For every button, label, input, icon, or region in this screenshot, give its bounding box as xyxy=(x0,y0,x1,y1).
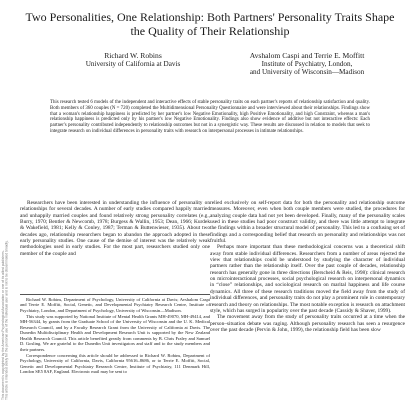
copyright-notice-line-2: This article is intended solely for the personal use of the individual user and is not to be disseminated broadly. xyxy=(4,240,9,400)
body-paragraph: Researchers have been interested in understanding the influence of personality on relationships for several decades. A number of early studies compared happily married and unhappily married couples and found relatively strong personality correlates (e.g., Burry, 1970; Bentler & Newcomb, 1978; Burgess & Wallin, 1953; Dean, 1966; Kurdek & Wakefield, 1981; Kelly & Conley, 1987; Terman & Buttenwieser, 1935). About two decades ago, relationship researchers began to abandon the approach adopted in these early personality studies. One cause of the demise of interest was the relatively weak methodologies used in early studies. For the most part, researchers studied only one member of the couple and xyxy=(20,200,210,257)
author-note-correspondence: Correspondence concerning this article should be addressed to Richard W. Robins, Department of Psychology, University of California, Davis, California 95616–8686, or to Terrie E. Moffitt, Social, Genetic and Developmental Psychiatry Research Centre, Institute of Psychiatry, 111 Denmark Hill, London SE5 8AF, England. Electronic mail may be sent to xyxy=(20,352,210,375)
copyright-notice xyxy=(1,40,9,400)
article-title: Two Personalities, One Relationship: Both Partners' Personality Traits Shape the Quality of Their Relationship xyxy=(25,10,395,38)
author-note xyxy=(20,297,210,375)
author-affiliation: University of California at Davis xyxy=(85,60,181,68)
footnote-rule xyxy=(20,294,210,295)
body-paragraph: The movement away from the study of personality traits occurred at a time when the person–situation debate was raging. Although personality research has seen a resurgence over the past decade (Pervin & John, 1999), the relationship field has been slow xyxy=(210,314,405,333)
body-paragraph: relied exclusively on self-report data for both the personality and relationship outcome measures. Moreover, even when both couple members were studied, the procedures for analyzing couple data had not yet been developed. Finally, many of the personality scales used in these studies had poor construct validity, and there was little attempt to integrate the findings within a broader structural model of personality. This led to a confusing set of findings and a corresponding belief that research on personality and relationships was not fruitful. xyxy=(210,200,405,245)
author-block-right xyxy=(232,52,382,76)
author-name: Avshalom Caspi and Terrie E. Moffitt xyxy=(249,51,365,60)
abstract: This research tested 6 models of the independent and interactive effects of stable personality traits on each partner's reports of relationship satisfaction and quality. Both members of 360 couples (N = 720) completed the Multidimensional Personality Questionnaire and were interviewed about their relationships. Findings show that a woman's relationship happiness is predicted by her partner's low Negative Emotionality, high Positive Emotionality, and high Constraint, whereas a man's relationship happiness is predicted only by his partner's low Negative Emotionality. Findings also show evidence of additive but not interactive effects: Each partner's personality contributed independently to relationship outcomes but not in a synergistic way. These results are discussed in relation to models that seek to integrate research on individual differences in personality traits with research on interpersonal processes in intimate relationships. xyxy=(50,100,370,134)
author-note-funding: This study was supported by National Institute of Mental Health Grants MH-49070, MH-49414, and MH-56344, by grants from the Graduate School of the University of Wisconsin and the U. K. Medical Research Council, and by a Faculty Research Grant from the University of California at Davis. The Dunedin Multidisciplinary Health and Development Research Unit is supported by the New Zealand Health Research Council. This article benefited greatly from comments by B. Chris Fraley and Samuel D. Gosling. We are grateful to the Dunedin Unit investigators and staff and to the study members and their partners. xyxy=(20,313,210,352)
author-note-affiliations: Richard W. Robins, Department of Psychology, University of California at Davis; Avshalom Caspi and Terrie E. Moffitt, Social, Genetic, and Developmental Psychiatry Research Centre, Institute of Psychiatry, London, and Department of Psychology, University of Wisconsin—Madison. xyxy=(20,297,210,313)
author-name: Richard W. Robins xyxy=(104,51,162,60)
author-affiliation: Institute of Psychiatry, London, xyxy=(261,60,353,68)
body-paragraph: Perhaps more important than these methodological concerns was a theoretical shift away from stable individual differences. Researchers from a number of areas rejected the view that relationships could be understood by studying the character of individual partners rather than the relationship itself. Over the past couple of decades, relationship research has generally gone in three directions (Berscheid & Reis, 1998): clinical research on microinteractional processes, social psychological research on interpersonal dynamics in “close” relationships, and sociological research on marital happiness and life course dynamics. All three of these research traditions moved the field away from the study of individual differences, and personality traits do not play a prominent role in contemporary research and theory on relationships. The most notable exception is research on attachment style, which has surged in popularity over the past decade (Cassidy & Shaver, 1999). xyxy=(210,244,405,314)
author-affiliation: and University of Wisconsin—Madison xyxy=(249,68,365,76)
author-block-left xyxy=(58,52,208,68)
body-column-right xyxy=(210,200,405,333)
copyright-notice-line-1: This document is copyrighted by the American Psychological Association or one of its allied publishers. xyxy=(1,250,5,400)
body-column-left xyxy=(20,200,210,257)
